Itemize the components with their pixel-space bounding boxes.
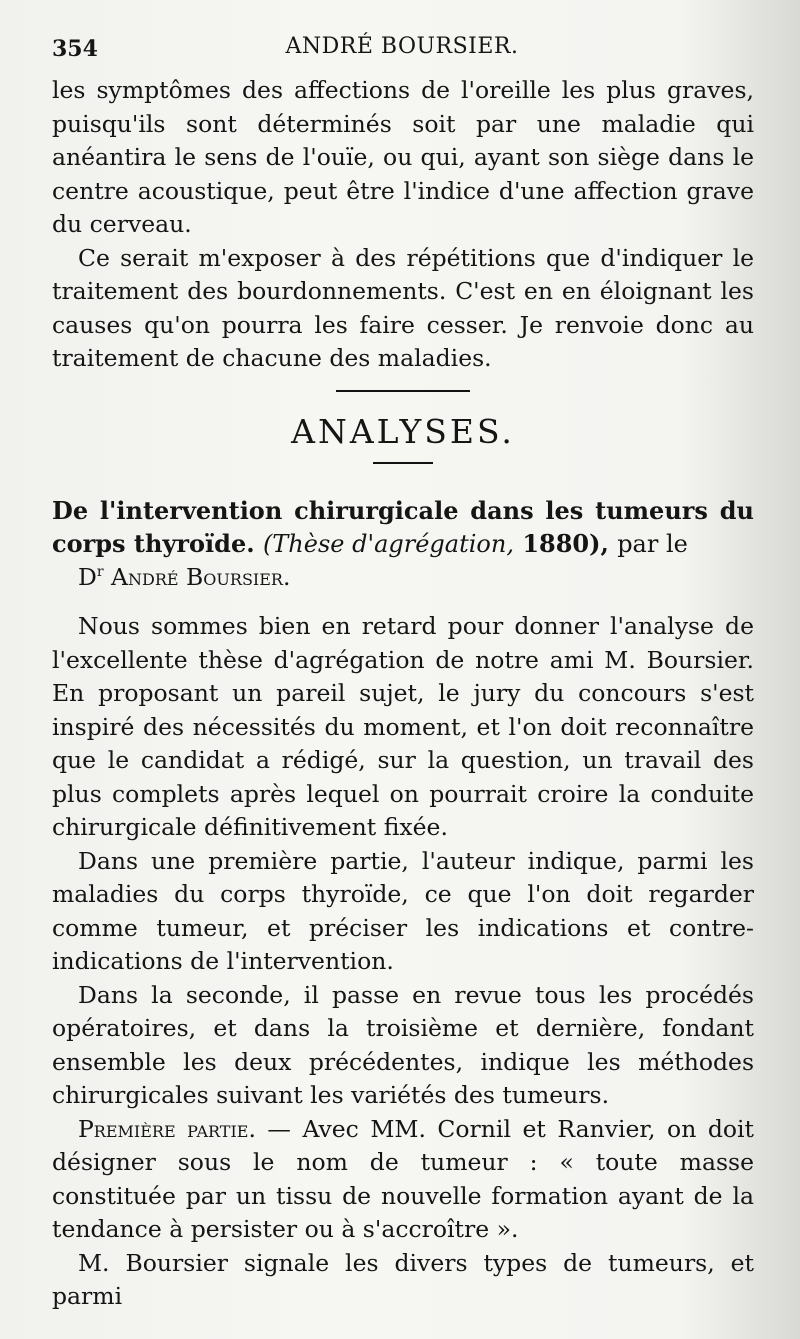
page-header xyxy=(52,34,752,66)
section-rule-top xyxy=(336,390,470,392)
definition-text: — Avec MM. Cornil et Ranvier, on doit désigner sous le nom de tumeur : « toute masse constituée par un tissu de nouvelle formation ayant de la tendance à persister ou à s'accroître ». xyxy=(52,1114,754,1243)
article-title-year: 1880), xyxy=(522,528,609,558)
article-title xyxy=(52,494,754,561)
page-body xyxy=(52,74,754,1314)
paragraph-continued: les symptômes des affections de l'oreille les plus graves, puisqu'ils sont déterminés soit par une maladie qui anéantira le sens de l'ouïe, ou qui, ayant son siège dans le centre acoustique, peut être l'indice d'une affection grave du cerveau. xyxy=(52,76,754,238)
article-author xyxy=(52,561,754,595)
paragraph-types: M. Boursier signale les divers types de tumeurs, et parmi xyxy=(52,1248,754,1310)
running-head: ANDRÉ BOURSIER. xyxy=(285,34,519,59)
author-prefix: D xyxy=(78,562,97,591)
paragraph-second-part: Dans la seconde, il passe en revue tous les procédés opératoires, et dans la troisième et dernière, fondant ensemble les deux précédentes, indique les méthodes chirurgicales suivant les variétés des tumeurs. xyxy=(52,980,754,1109)
page-number: 354 xyxy=(52,36,98,62)
author-name: André Boursier. xyxy=(111,562,291,591)
section-rule-bottom xyxy=(373,462,433,464)
paragraph-treatment: Ce serait m'exposer à des répétitions que d'indiquer le traitement des bourdonnements. C'est en en éloignant les causes qu'on pourra les faire cesser. Je renvoie donc au traitement de chacune des maladies. xyxy=(52,243,754,372)
author-prefix-sup: r xyxy=(96,563,104,580)
paragraph-definition xyxy=(52,1113,754,1247)
article-title-main: De l'intervention chirurgicale dans les tumeurs du corps thyroïde. xyxy=(52,495,754,558)
paragraph-first-part: Dans une première partie, l'auteur indique, parmi les maladies du corps thyroïde, ce que l'on doit regarder comme tumeur, et préciser les indications et contre-indications de l'intervention. xyxy=(52,846,754,975)
part-label: Première partie. xyxy=(78,1114,256,1143)
article-title-par: par le xyxy=(617,529,688,558)
article-title-thesis: (Thèse d'agrégation, xyxy=(262,529,514,558)
paragraph-intro: Nous sommes bien en retard pour donner l'analyse de l'excellente thèse d'agrégation de notre ami M. Boursier. En proposant un pareil sujet, le jury du concours s'est inspiré des nécessités du moment, et l'on doit reconnaître que le candidat a rédigé, sur la question, un travail des plus complets après lequel on pourrait croire la conduite chirurgicale définitivement fixée. xyxy=(52,612,754,841)
section-title: ANALYSES. xyxy=(291,411,515,451)
